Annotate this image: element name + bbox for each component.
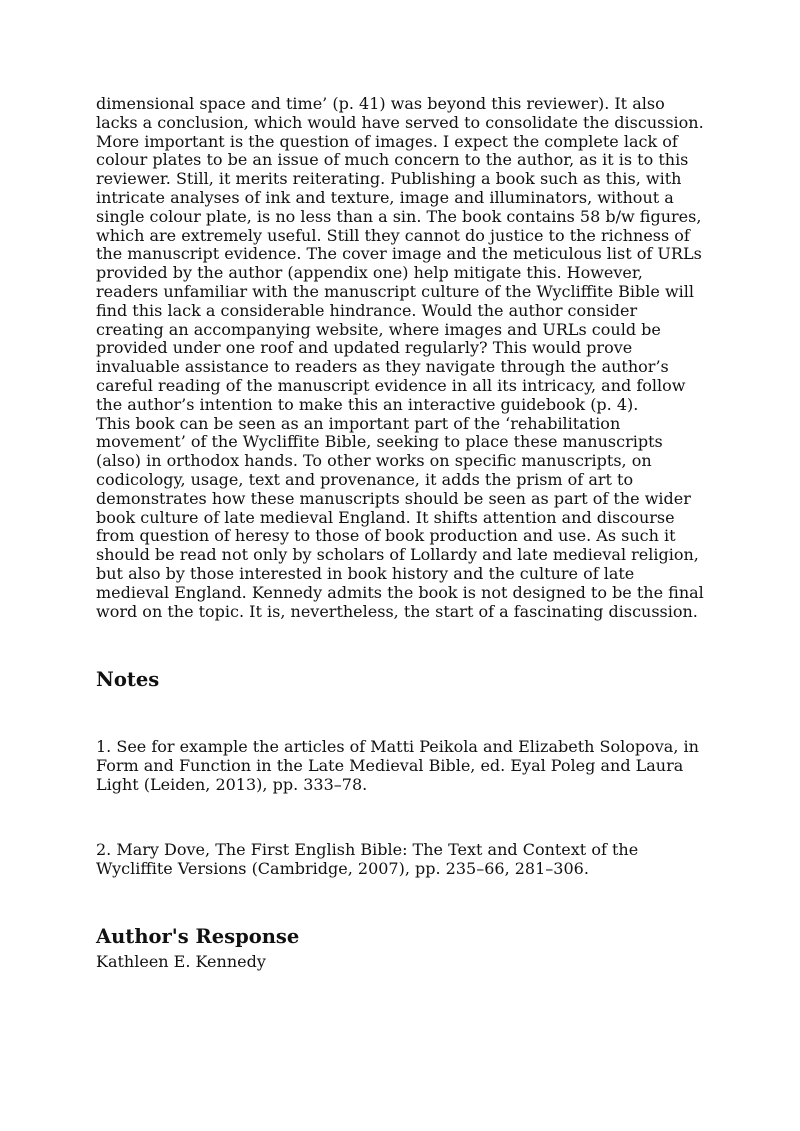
response-author-name: Kathleen E. Kennedy <box>96 952 266 972</box>
note-item-2: 2. Mary Dove, The First English Bible: The Text and Context of the Wycliffite Versions (Cambridge, 2007), pp. 235–66, 281–306. <box>96 839 639 878</box>
note-item-1: 1. See for example the articles of Matti Peikola and Elizabeth Solopova, in Form and Function in the Late Medieval Bible, ed. Eyal Poleg and Laura Light (Leiden, 2013), pp. 333–78. <box>96 737 699 794</box>
notes-heading: Notes <box>96 668 160 692</box>
document-page <box>96 95 708 972</box>
authors-response-heading: Author's Response <box>96 925 300 949</box>
body-paragraph-1: dimensional space and time’ (p. 41) was beyond this reviewer). It also lacks a conclusion, which would have served to consolidate the discussion. More important is the question of images. I expect the complete lack of colour plates to be an issue of much concern to the author, as it is to this reviewer. Still, it merits reiterating. Publishing a book such as this, with intricate analyses of ink and texture, image and illuminators, without a single colour plate, is no less than a sin. The book contains 58 b/w figures, which are extremely useful. Still they cannot do justice to the richness of the manuscript evidence. The cover image and the meticulous list of URLs provided by the author (appendix one) help mitigate this. However, readers unfamiliar with the manuscript culture of the Wycliffite Bible will find this lack a considerable hindrance. Would the author consider creating an accompanying website, where images and URLs could be provided under one roof and updated regularly? This would prove invaluable assistance to readers as they navigate through the author’s careful reading of the manuscript evidence in all its intricacy, and follow the author’s intention to make this an interactive guidebook (p. 4). <box>96 94 704 414</box>
body-paragraph-2: This book can be seen as an important part of the ‘rehabilitation movement’ of the Wycliffite Bible, seeking to place these manuscripts (also) in orthodox hands. To other works on specific manuscripts, on codicology, usage, text and provenance, it adds the prism of art to demonstrates how these manuscripts should be seen as part of the wider book culture of late medieval England. It shifts attention and discourse from question of heresy to those of book production and use. As such it should be read not only by scholars of Lollardy and late medieval religion, but also by those interested in book history and the culture of late medieval England. Kennedy admits the book is not designed to be the final word on the topic. It is, nevertheless, the start of a fascinating discussion. <box>96 413 704 621</box>
